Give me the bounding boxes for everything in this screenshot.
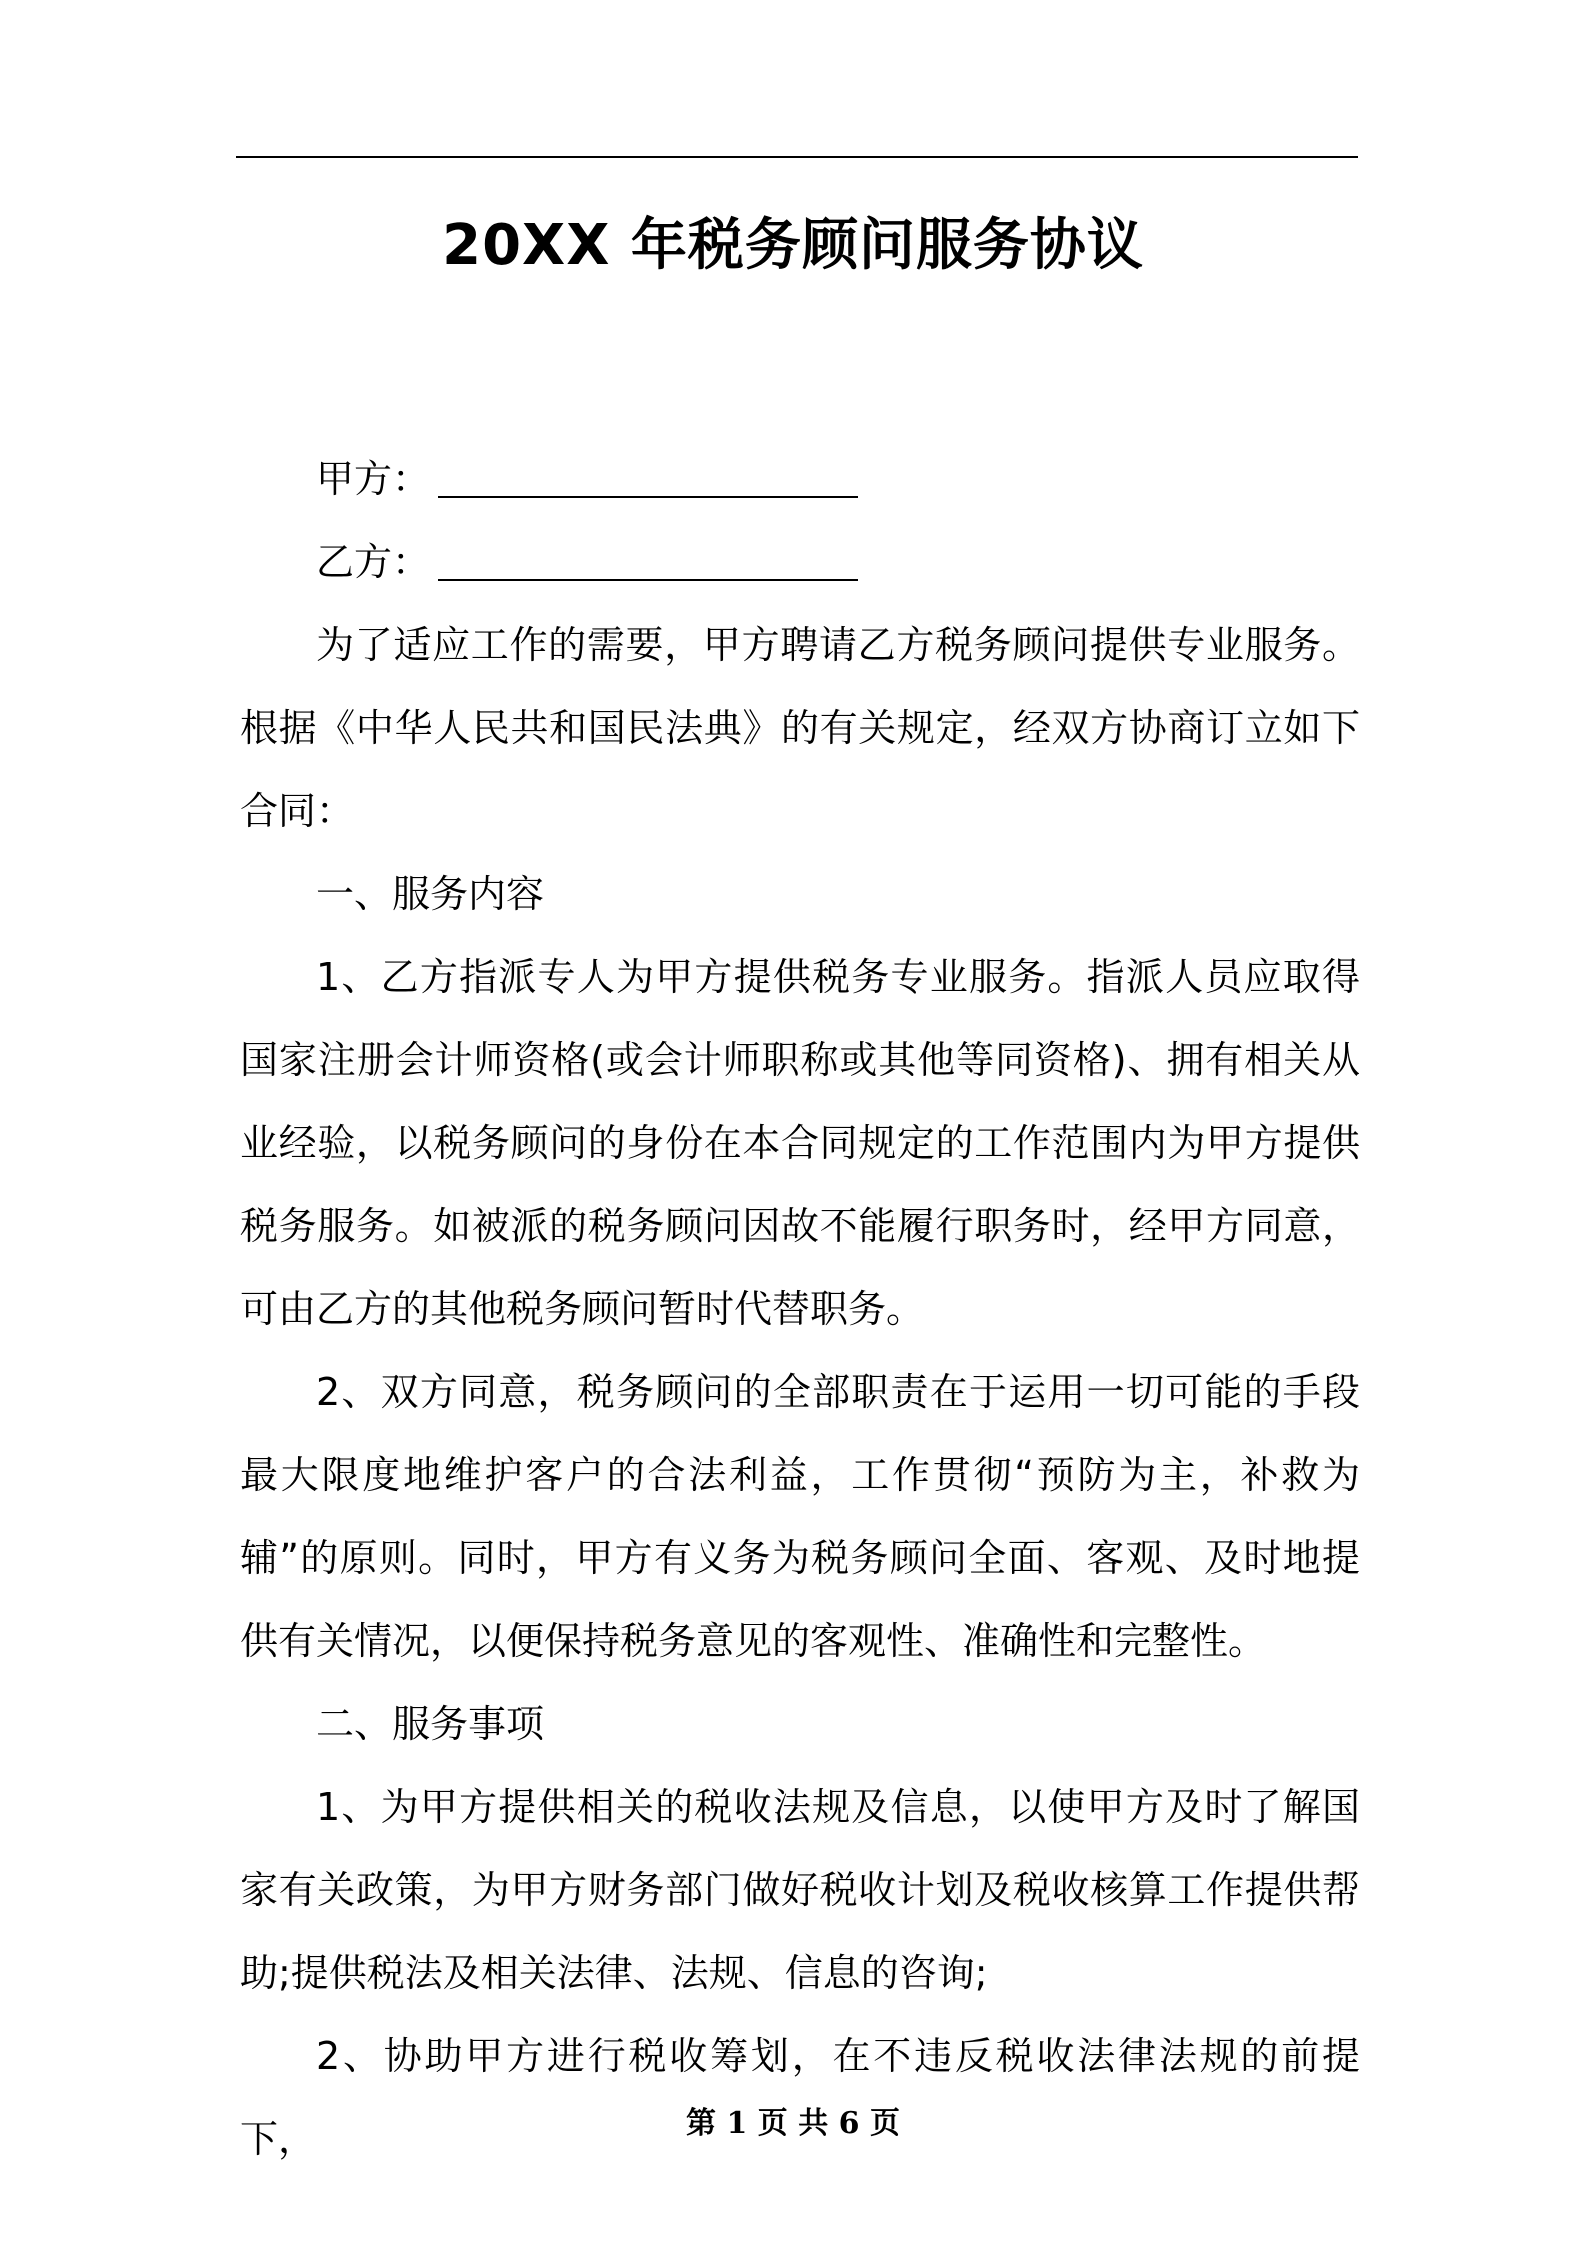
party-b-blank [438,543,858,581]
party-a-line [316,438,1360,521]
page-number: 第 1 页 共 6 页 [686,2106,900,2141]
party-a-blank [438,460,858,498]
clause-2-1: 1、为甲方提供相关的税收法规及信息，以使甲方及时了解国家有关政策，为甲方财务部门做好税收计划及税收核算工作提供帮助;提供税法及相关法律、法规、信息的咨询; [240,1785,1360,1995]
section-heading-service-content: 一、服务内容 [316,872,545,916]
party-b-line [316,521,1360,604]
document-title: 20XX 年税务顾问服务协议 [442,213,1144,278]
party-b-label: 乙方： [316,540,431,584]
clause-1-2: 2、双方同意，税务顾问的全部职责在于运用一切可能的手段最大限度地维护客户的合法利益，工作贯彻“预防为主，补救为辅”的原则。同时，甲方有义务为税务顾问全面、客观、及时地提供有关情况，以便保持税务意见的客观性、准确性和完整性。 [240,1370,1360,1663]
intro-paragraph: 为了适应工作的需要，甲方聘请乙方税务顾问提供专业服务。根据《中华人民共和国民法典》的有关规定，经双方协商订立如下合同： [240,623,1360,833]
document-body [240,438,1360,2181]
party-a-label: 甲方： [316,457,431,501]
clause-2-2: 2、协助甲方进行税收筹划，在不违反税收法律法规的前提下， [240,2034,1360,2161]
clause-1-1: 1、乙方指派专人为甲方提供税务专业服务。指派人员应取得国家注册会计师资格(或会计师职称或其他等同资格)、拥有相关从业经验，以税务顾问的身份在本合同规定的工作范围内为甲方提供税务服务。如被派的税务顾问因故不能履行职务时，经甲方同意，可由乙方的其他税务顾问暂时代替职务。 [240,955,1360,1331]
section-heading-service-items: 二、服务事项 [316,1702,545,1746]
header-rule [236,156,1358,158]
